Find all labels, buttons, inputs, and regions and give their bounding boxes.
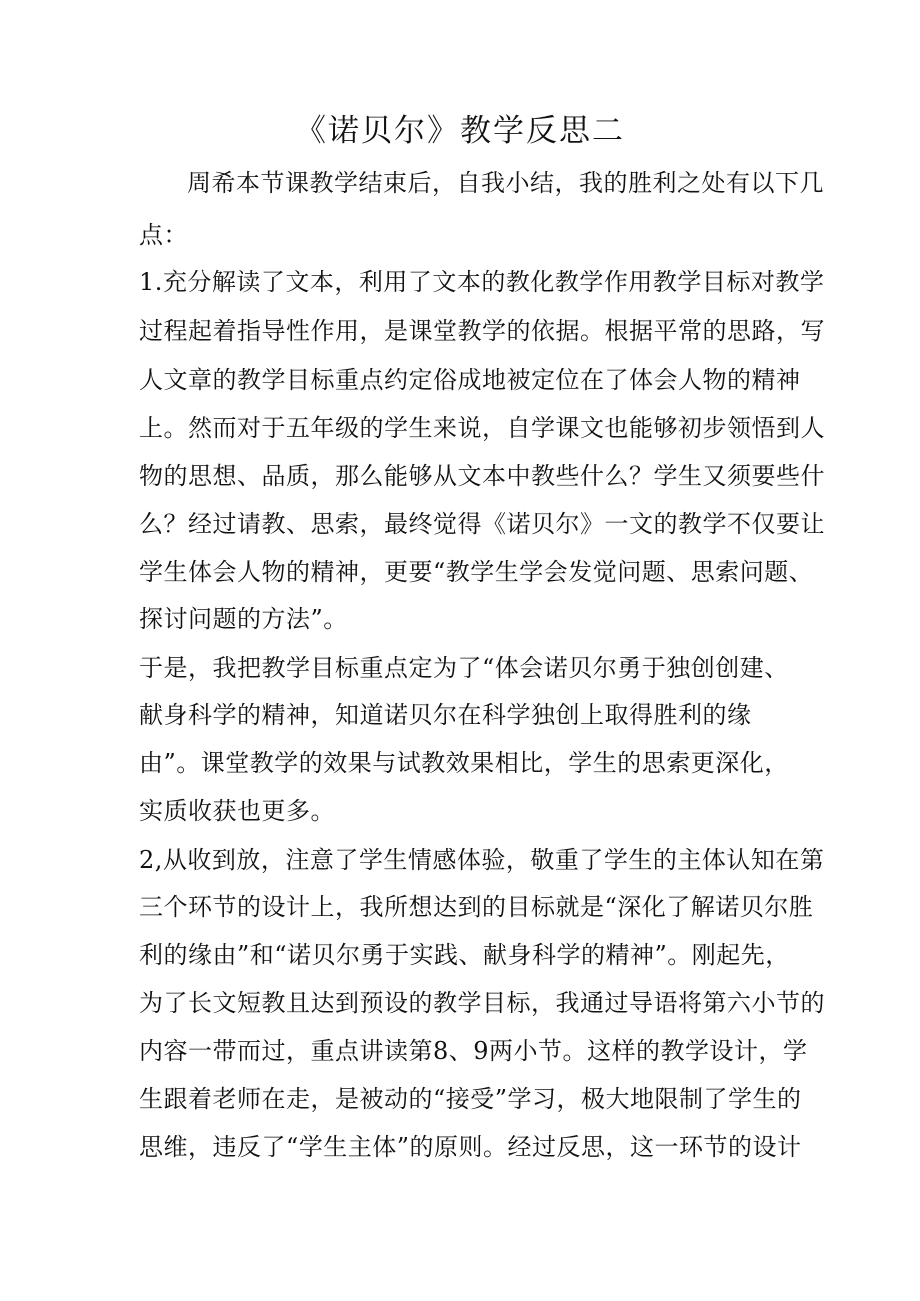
paragraph-line: 生跟着老师在走，是被动的“接受”学习，极大地限制了学生的 bbox=[139, 1085, 802, 1113]
paragraph-line: 为了长文短教且达到预设的教学目标，我通过导语将第六小节的 bbox=[139, 989, 825, 1017]
paragraph-line: 三个环节的设计上，我所想达到的目标就是“深化了解诺贝尔胜 bbox=[139, 893, 814, 921]
paragraph-line: 么？经过请教、思索，最终觉得《诺贝尔》一文的教学不仅要让 bbox=[139, 510, 825, 538]
paragraph-line: 点： bbox=[139, 221, 188, 249]
paragraph-line: 由”。课堂教学的效果与试教效果相比，学生的思索更深化， bbox=[139, 749, 789, 777]
paragraph-line: 内容一带而过，重点讲读第8、9两小节。这样的教学设计，学 bbox=[139, 1037, 808, 1065]
paragraph-line: 2,从收到放，注意了学生情感体验，敬重了学生的主体认知在第 bbox=[139, 846, 825, 874]
paragraph-line: 1.充分解读了文本，利用了文本的教化教学作用教学目标对教学 bbox=[139, 268, 825, 296]
paragraph-line: 探讨问题的方法”。 bbox=[139, 605, 348, 633]
paragraph-line: 上。然而对于五年级的学生来说，自学课文也能够初步领悟到人 bbox=[139, 414, 825, 442]
paragraph-line: 周希本节课教学结束后，自我小结，我的胜利之处有以下几 bbox=[187, 169, 824, 197]
paragraph-line: 实质收获也更多。 bbox=[139, 797, 335, 825]
paragraph-line: 于是，我把教学目标重点定为了“体会诺贝尔勇于独创创建、 bbox=[139, 654, 789, 682]
paragraph-line: 利的缘由”和“诺贝尔勇于实践、献身科学的精神”。刚起先， bbox=[139, 941, 790, 969]
paragraph-line: 过程起着指导性作用，是课堂教学的依据。根据平常的思路，写 bbox=[139, 317, 825, 345]
paragraph-line: 物的思想、品质，那么能够从文本中教些什么？学生又须要些什 bbox=[139, 462, 825, 490]
paragraph-line: 人文章的教学目标重点约定俗成地被定位在了体会人物的精神 bbox=[139, 366, 801, 394]
document-title: 《诺贝尔》教学反思二 bbox=[295, 113, 625, 149]
paragraph-line: 献身科学的精神，知道诺贝尔在科学独创上取得胜利的缘 bbox=[139, 701, 752, 729]
paragraph-line: 学生体会人物的精神，更要“教学生学会发觉问题、思索问题、 bbox=[139, 558, 814, 586]
paragraph-line: 思维，违反了“学生主体”的原则。经过反思，这一环节的设计 bbox=[139, 1133, 802, 1161]
